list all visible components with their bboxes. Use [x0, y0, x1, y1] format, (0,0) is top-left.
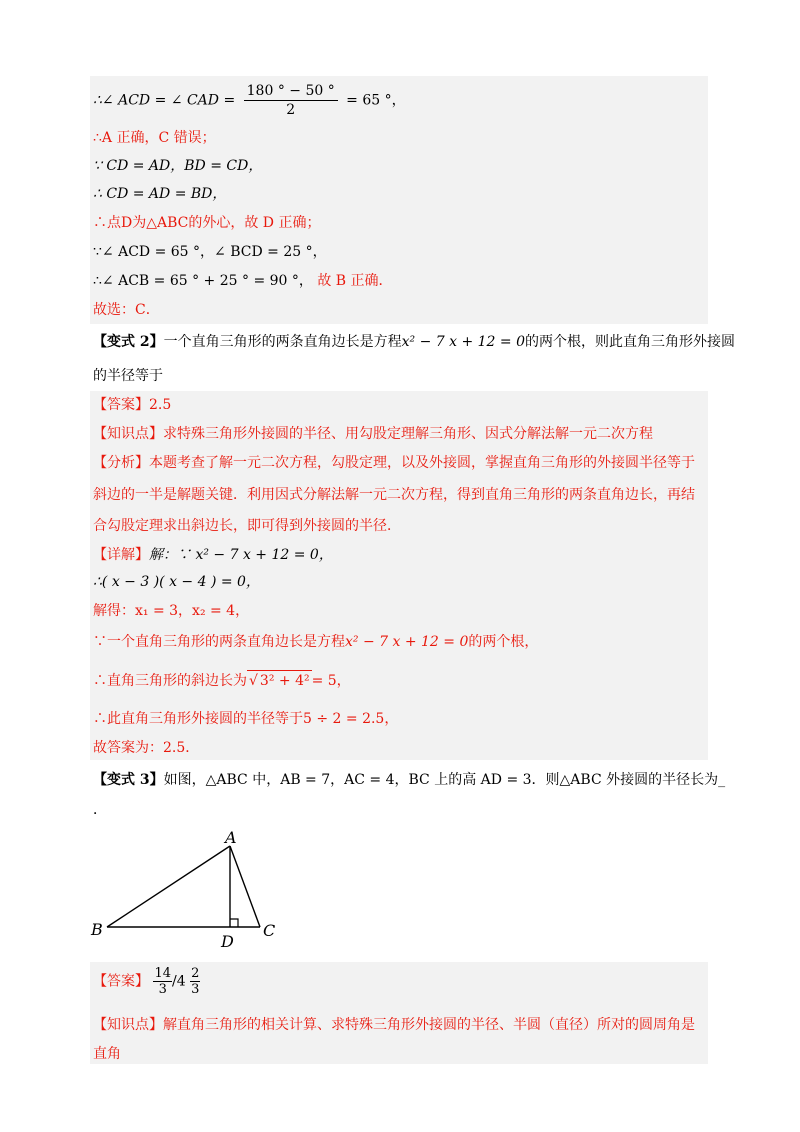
sol3-knowledge-1 [93, 1015, 695, 1035]
sol2-detail-2: ∴( x − 3 )( x − 4 ) = 0， [93, 574, 260, 590]
sol1-line-4: ∴ CD = AD = BD， [93, 186, 227, 202]
sol1-line-5: ∴点D为△ABC的外心，故 D 正确； [93, 215, 321, 231]
sol1-line-7 [93, 271, 393, 291]
sol2-de-5-b: 3² + 4² [258, 670, 312, 691]
q2-equation: x² − 7 x + 12 = 0 [401, 334, 525, 350]
sol1-line-3: ∵ CD = AD，BD = CD， [93, 158, 263, 174]
sol2-detail-5 [93, 670, 351, 691]
sol2-answer-value: 2.5 [149, 397, 172, 413]
sol3-answer [93, 966, 200, 997]
sol2-detail-4 [93, 632, 538, 652]
q2-text-a: 一个直角三角形的两条直角边长是方程 [163, 334, 402, 350]
sol2-knowledge [93, 424, 653, 444]
label-b: B [91, 920, 103, 939]
ans-frac-num: 14 [154, 966, 171, 981]
sol1-l1-pre: ∴∠ ACD = ∠ CAD = [93, 92, 236, 109]
sol2-an-1: 本题考查了解一元二次方程，勾股定理，以及外接圆，掌握直角三角形的外接圆半径等于 [149, 455, 695, 471]
sol2-an-label: 【分析】 [93, 455, 149, 471]
ans-separator: /4 [172, 973, 186, 990]
sol1-frac-num: 180 ° − 50 ° [244, 82, 338, 101]
sol2-detail-1 [93, 545, 333, 565]
label-d: D [221, 932, 234, 951]
sol2-kp-text: 求特殊三角形外接圆的半径、用勾股定理解三角形、因式分解法解一元二次方程 [163, 426, 653, 442]
sol2-de-6-b: 5 ÷ 2 = 2.5， [303, 711, 399, 727]
ans-frac-den: 3 [158, 982, 167, 997]
sol1-l1-post: = 65 °， [346, 92, 406, 109]
sol2-analysis-3: 合勾股定理求出斜边长，即可得到外接圆的半径． [93, 518, 401, 534]
q2-text-b: 的两个根，则此直角三角形外接圆 [525, 334, 735, 350]
sol2-answer-label: 【答案】 [93, 397, 149, 413]
sol2-analysis-2: 斜边的一半是解题关键．利用因式分解法解一元二次方程，得到直角三角形的两条直角边长，再结 [93, 487, 695, 503]
sol3-answer-label: 【答案】 [93, 973, 149, 990]
sol1-l7-b: 故 B 正确． [317, 273, 393, 289]
sol2-detail-6 [93, 709, 398, 729]
sol2-de-5-c: = 5， [311, 673, 351, 689]
q2-line-2: 的半径等于 [93, 368, 163, 384]
sol2-de-4-b: x² − 7 x + 12 = 0 [345, 634, 469, 650]
ans-mixed-num: 2 [191, 966, 200, 981]
sol1-l7-a: ∴∠ ACB = 65 ° + 25 ° = 90 °， [93, 273, 313, 289]
sol2-detail-3: 解得：x₁ = 3，x₂ = 4， [93, 603, 250, 619]
sol2-de-1: 解：∵ x² − 7 x + 12 = 0， [149, 547, 333, 563]
sol2-de-6-a: ∴此直角三角形外接圆的半径等于 [93, 711, 303, 727]
sol1-fraction [244, 82, 338, 119]
q3-label: 【变式 3】 [93, 772, 164, 788]
q3-line-2: ． [93, 802, 107, 818]
sqrt-symbol: √ [247, 670, 260, 691]
sol2-de-5-a: ∴直角三角形的斜边长为 [93, 673, 247, 689]
sol2-answer [93, 395, 171, 415]
sol2-kp-label: 【知识点】 [93, 426, 163, 442]
triangle-figure [85, 825, 285, 955]
sol1-line-2: ∴A 正确，C 错误； [93, 130, 216, 146]
sol1-line-8: 故选：C． [93, 302, 160, 318]
answer-fraction [153, 966, 172, 997]
sol3-kp-label: 【知识点】 [93, 1017, 163, 1033]
answer-mixed-fraction [190, 966, 200, 997]
q3-text: 如图，△ABC 中，AB = 7，AC = 4，BC 上的高 AD = 3．则△ABC 外接圆的半径长为_ [163, 772, 726, 788]
sol3-knowledge-2: 直角 [93, 1046, 121, 1062]
ans-mixed-den: 3 [191, 982, 200, 997]
q2-line-1 [93, 332, 735, 352]
sol2-de-4-c: 的两个根， [468, 634, 539, 650]
sol2-analysis-1 [93, 453, 695, 473]
label-c: C [263, 921, 276, 940]
sol2-detail-7: 故答案为：2.5． [93, 740, 200, 756]
right-angle-mark [230, 919, 238, 927]
q2-label: 【变式 2】 [93, 334, 164, 350]
sol2-de-4-a: ∵一个直角三角形的两条直角边长是方程 [93, 634, 345, 650]
label-a: A [225, 828, 237, 847]
sol2-de-label: 【详解】 [93, 547, 149, 563]
q3-line-1 [93, 770, 725, 790]
sol1-frac-den: 2 [286, 102, 296, 118]
sol3-kp-1: 解直角三角形的相关计算、求特殊三角形外接圆的半径、半圆（直径）所对的圆周角是 [163, 1017, 695, 1033]
sol1-line-1 [93, 82, 406, 119]
sol1-line-6: ∵∠ ACD = 65 °，∠ BCD = 25 °， [93, 244, 327, 260]
side-ac [230, 846, 260, 927]
side-ab [107, 846, 230, 927]
